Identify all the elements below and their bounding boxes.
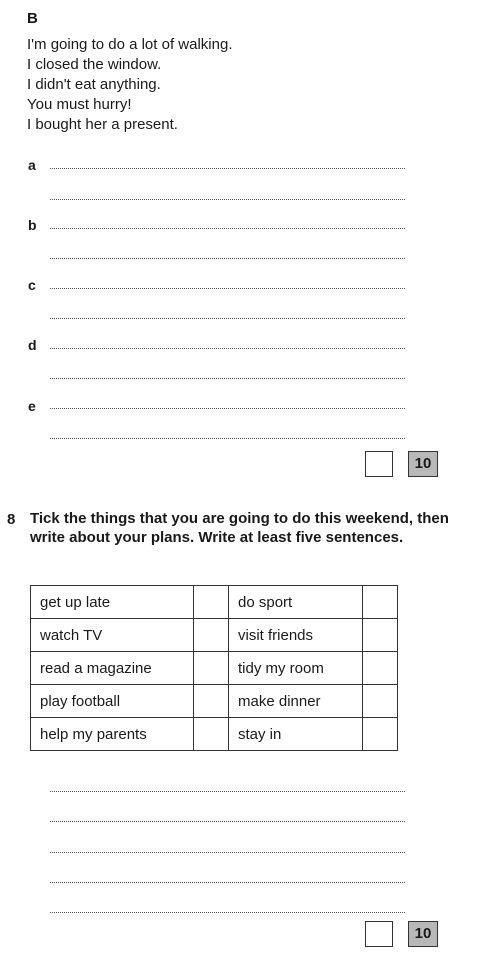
activity-cell: do sport: [229, 586, 363, 619]
answer-line[interactable]: [50, 438, 405, 439]
question-instruction: Tick the things that you are going to do this weekend, then write about your plans. Write at least five sentences.: [30, 510, 449, 546]
table-row: [31, 718, 398, 751]
activity-cell: tidy my room: [229, 652, 363, 685]
activity-cell: make dinner: [229, 685, 363, 718]
tick-box[interactable]: [194, 652, 229, 685]
score-input-box[interactable]: [365, 451, 393, 477]
score-total-badge: 10: [408, 921, 438, 947]
activity-cell: help my parents: [31, 718, 194, 751]
answer-label-b: b: [28, 217, 37, 233]
sentence-1: I'm going to do a lot of walking.: [27, 36, 233, 53]
answer-line[interactable]: [50, 408, 405, 409]
activity-cell: stay in: [229, 718, 363, 751]
tick-box[interactable]: [363, 652, 398, 685]
writing-line[interactable]: [50, 912, 405, 913]
answer-label-c: c: [28, 277, 36, 293]
answer-line[interactable]: [50, 288, 405, 289]
activity-cell: read a magazine: [31, 652, 194, 685]
sentence-2: I closed the window.: [27, 56, 162, 73]
score-total-badge: 10: [408, 451, 438, 477]
writing-line[interactable]: [50, 852, 405, 853]
table-row: [31, 685, 398, 718]
answer-line[interactable]: [50, 199, 405, 200]
sentence-3: I didn't eat anything.: [27, 76, 161, 93]
tick-box[interactable]: [194, 619, 229, 652]
question-number: 8: [7, 511, 16, 528]
tick-box[interactable]: [363, 718, 398, 751]
answer-line[interactable]: [50, 378, 405, 379]
tick-box[interactable]: [194, 718, 229, 751]
activity-cell: play football: [31, 685, 194, 718]
activity-cell: watch TV: [31, 619, 194, 652]
table-row: [31, 586, 398, 619]
answer-line[interactable]: [50, 318, 405, 319]
writing-line[interactable]: [50, 821, 405, 822]
answer-line[interactable]: [50, 258, 405, 259]
answer-label-a: a: [28, 157, 36, 173]
table-row: [31, 619, 398, 652]
sentence-4: You must hurry!: [27, 96, 132, 113]
answer-line[interactable]: [50, 348, 405, 349]
activity-cell: get up late: [31, 586, 194, 619]
activity-cell: visit friends: [229, 619, 363, 652]
answer-line[interactable]: [50, 228, 405, 229]
writing-line[interactable]: [50, 791, 405, 792]
section-b-heading: B: [27, 10, 38, 27]
tick-box[interactable]: [194, 586, 229, 619]
table-row: [31, 652, 398, 685]
answer-label-d: d: [28, 337, 37, 353]
sentence-5: I bought her a present.: [27, 116, 178, 133]
tick-box[interactable]: [363, 619, 398, 652]
activities-table: [30, 585, 398, 751]
tick-box[interactable]: [194, 685, 229, 718]
tick-box[interactable]: [363, 586, 398, 619]
answer-line[interactable]: [50, 168, 405, 169]
writing-line[interactable]: [50, 882, 405, 883]
answer-label-e: e: [28, 398, 36, 414]
tick-box[interactable]: [363, 685, 398, 718]
score-input-box[interactable]: [365, 921, 393, 947]
